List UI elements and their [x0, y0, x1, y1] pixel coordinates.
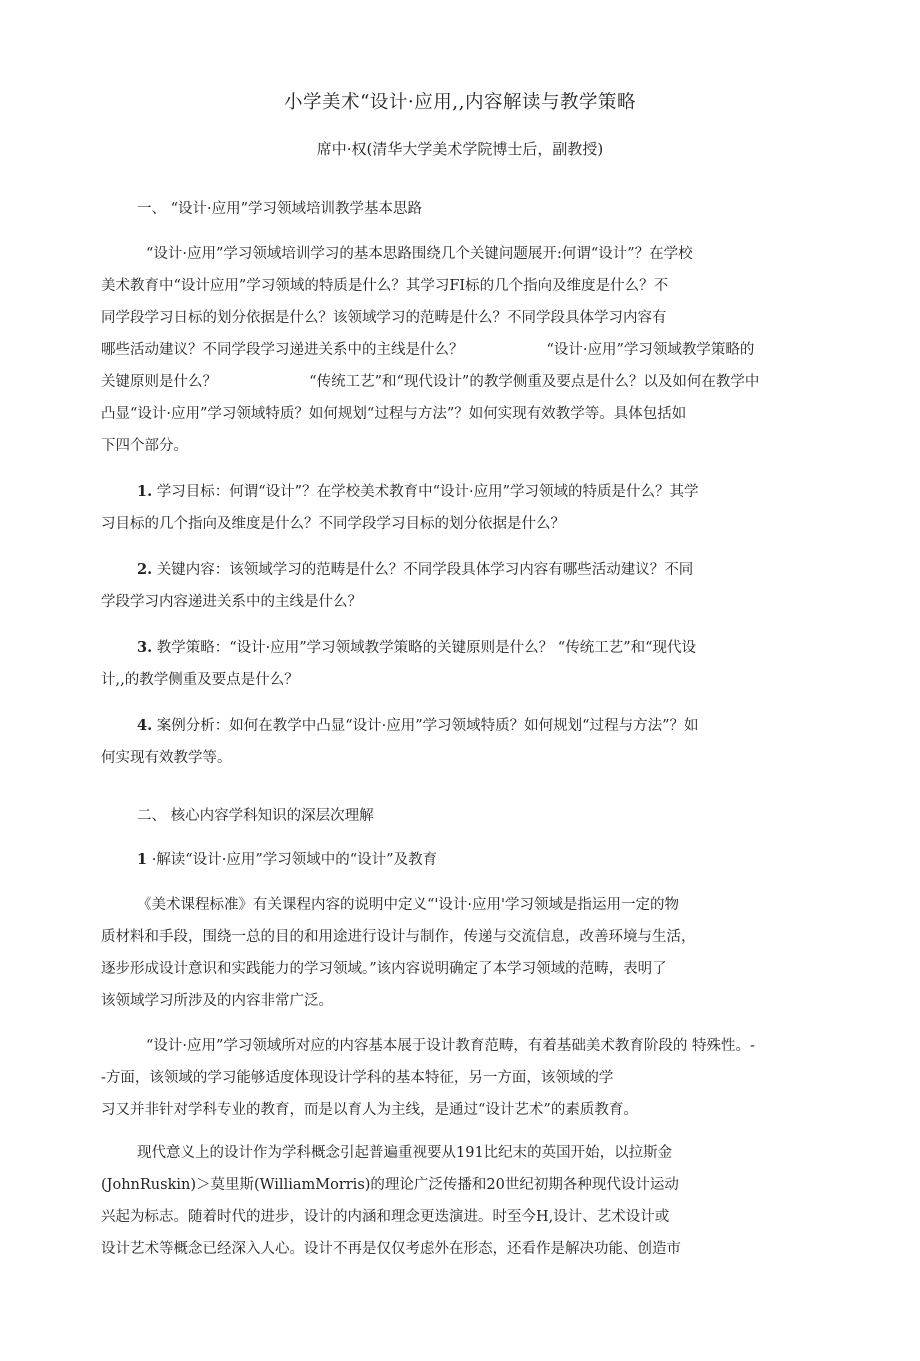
item-text: 教学策略：“设计·应用”学习领域教学策略的关键原则是什么？ “传统工艺”和“现代设 [152, 640, 697, 656]
paragraph-line: 逐步形成设计意识和实践能力的学习领域。”该内容说明确定了本学习领域的范畴，表明了 [101, 961, 667, 977]
list-item-continuation: 何实现有效教学等。 [101, 750, 232, 766]
paragraph-line: 兴起为标志。随着时代的进步，设计的内涵和理念更迭演进。时至今H,设计、艺术设计或 [101, 1209, 670, 1225]
paragraph-line: 质材料和手段，围绕一总的目的和用途进行设计与制作，传递与交流信息，改善环境与生活， [101, 929, 696, 945]
paragraph-line: 关键原则是什么？ “传统工艺”和“现代设计”的教学侧重及要点是什么？以及如何在教学中 [101, 374, 760, 390]
item-text: 关键内容：该领域学习的范畴是什么？不同学段具体学习内容有哪些活动建议？不同 [152, 562, 694, 578]
paragraph-line: 哪些活动建议？不同学段学习递进关系中的主线是什么？ “设计·应用”学习领域教学策略的 [101, 342, 755, 358]
paragraph-line: 设计艺术等概念已经深入人心。设计不再是仅仅考虑外在形态，还看作是解决功能、创造市 [101, 1241, 681, 1257]
section-1-heading: 一、 “设计·应用”学习领域培训教学基本思路 [137, 201, 423, 217]
paragraph-line: -方面，该领域的学习能够适度体现设计学科的基本特征，另一方面，该领域的学 [101, 1070, 614, 1086]
section-2-heading: 二、 核心内容学科知识的深层次理解 [137, 808, 374, 824]
list-item-continuation: 学段学习内容递进关系中的主线是什么？ [101, 594, 362, 610]
list-item [137, 560, 693, 580]
item-number: 2. [137, 561, 153, 578]
list-item-continuation: 计,,的教学侧重及要点是什么？ [101, 672, 299, 688]
item-number: 4. [137, 717, 153, 734]
item-text: 案例分析：如何在教学中凸显“设计·应用”学习领域特质？如何规划“过程与方法”？如 [152, 718, 699, 734]
item-text: 学习目标：何谓“设计”？在学校美术教育中“设计·应用”学习领域的特质是什么？其学 [152, 484, 699, 500]
paragraph-line: 该领域学习所涉及的内容非常广泛。 [101, 993, 333, 1009]
item-number: 3. [137, 639, 153, 656]
paragraph-line: 美术教育中“设计应用”学习领域的特质是什么？其学习FI标的几个指向及维度是什么？不 [101, 278, 669, 294]
item-number: 1. [137, 483, 153, 500]
list-item [137, 716, 699, 736]
subsection-title: ·解读“设计·应用”学习领域中的“设计”及教育 [147, 852, 438, 868]
paragraph-line: 凸显“设计·应用”学习领域特质？如何规划“过程与方法”？如何实现有效教学等。具体包括如 [101, 406, 687, 422]
list-item-continuation: 习目标的几个指向及维度是什么？不同学段学习目标的划分依据是什么？ [101, 516, 565, 532]
paragraph-line: “设计·应用”学习领域培训学习的基本思路围绕几个关键问题展开:何谓“设计”？在学校 [146, 246, 693, 262]
paragraph-line: 现代意义上的设计作为学科概念引起普遍重视要从191比纪末的英国开始，以拉斯金 [137, 1145, 673, 1161]
author-line: 席中·权(清华大学美术学院博士后，副教授) [316, 140, 604, 158]
paragraph-line: 习又并非针对学科专业的教育，而是以育人为主线，是通过“设计艺术”的素质教育。 [101, 1102, 638, 1118]
list-item [137, 482, 699, 502]
paragraph-line: 下四个部分。 [101, 438, 188, 454]
document-title: 小学美术“设计·应用,,内容解读与教学策略 [283, 92, 637, 113]
list-item [137, 638, 696, 658]
subsection-heading [137, 850, 437, 870]
paragraph-line: 同学段学习日标的划分依据是什么？该领域学习的范畴是什么？不同学段具体学习内容有 [101, 310, 667, 326]
paragraph-line: (JohnRuskin)＞莫里斯(WilliamMorris)的理论广泛传播和20世纪初期各种现代设计运动 [101, 1177, 679, 1193]
paragraph-line: “设计·应用”学习领域所对应的内容基本展于设计教育范畴，有着基础美术教育阶段的 特殊性。- [146, 1038, 755, 1054]
subsection-number: 1 [137, 851, 148, 868]
paragraph-line: 《美术课程标准》有关课程内容的说明中定义“'设计·应用'学习领域是指运用一定的物 [137, 897, 679, 913]
